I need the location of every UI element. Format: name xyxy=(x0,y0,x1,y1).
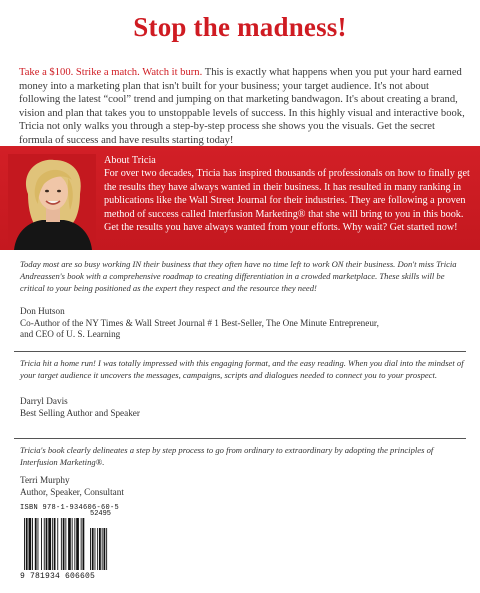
author-photo xyxy=(8,154,96,250)
author-band xyxy=(0,146,480,250)
ean-digits: 9 781934 606605 xyxy=(20,572,96,581)
intro-lead: Take a $100. Strike a match. Watch it burn. xyxy=(19,67,203,78)
divider-2 xyxy=(14,438,466,439)
author-bio: For over two decades, Tricia has inspired thousands of professionals on how to finally get the results they have always wanted in their business. It has resulted in many ranking in publications like the Wall Street Journal for their industries. They are following a proven method of success called Interfusion Marketing® that she will bring to you in this book. Get the results you have always wanted from your efforts. Why wait? Get started now! xyxy=(104,168,470,234)
testimonial-attribution-3 xyxy=(20,475,468,498)
divider-1 xyxy=(14,351,466,352)
testimonial-quote-2: Tricia hit a home run! I was totally impressed with this engaging format, and the easy reading. When you dial into the mindset of your target audience it uncovers the messages, campaigns, scripts and dialogues needed to connect you to your prospect. xyxy=(20,358,464,380)
testimonial-quote-1: Today most are so busy working IN their business that they often have no time left to work ON their business. Don't miss Tricia Andreassen's book with a comprehensive roadmap to creating differentiation in a crowded marketplace. These skills will be critical to your being positioned as the expert they respect and the resource they need! xyxy=(20,259,457,293)
testimonial-name-2: Darryl Davis xyxy=(20,396,68,406)
testimonial-attribution-2 xyxy=(20,396,468,419)
testimonial-title-3: Author, Speaker, Consultant xyxy=(20,486,124,497)
author-bio-block xyxy=(104,154,474,234)
price-code: 52495 xyxy=(90,510,112,518)
author-heading: About Tricia xyxy=(104,155,156,166)
isbn-barcode xyxy=(20,504,120,584)
testimonial-attribution-1 xyxy=(20,306,468,341)
testimonial-title-2: Best Selling Author and Speaker xyxy=(20,407,140,418)
headline: Stop the madness! xyxy=(133,12,347,42)
testimonial-name-1: Don Hutson xyxy=(20,306,65,316)
intro-paragraph xyxy=(19,66,467,148)
testimonial-title-1b: and CEO of U. S. Learning xyxy=(20,329,121,340)
testimonial-name-3: Terri Murphy xyxy=(20,475,70,485)
testimonial-quote-3: Tricia's book clearly delineates a step by step process to go from ordinary to extraordinary by adopting the principles of Interfusion Marketing®. xyxy=(20,445,434,467)
intro-body: This is exactly what happens when you put your hard earned money into a marketing plan that isn't built for your business; your target audience. It's not about following the latest “cool” trend and jumping on that marketing bandwagon. It's about creating a brand, vision and plan that takes you to unstoppable levels of success. In this highly visual and interactive book, Tricia not only walks you through a step-by-step process she shows you the visuals. Get the secret formula of success and have results starting today! xyxy=(19,67,465,146)
testimonial-title-1a: Co-Author of the NY Times & Wall Street Journal # 1 Best-Seller, The One Minute Entrepreneur, xyxy=(20,317,379,328)
isbn-text: ISBN 978-1-934606-60-5 xyxy=(20,504,120,512)
barcode-icon xyxy=(20,518,114,572)
